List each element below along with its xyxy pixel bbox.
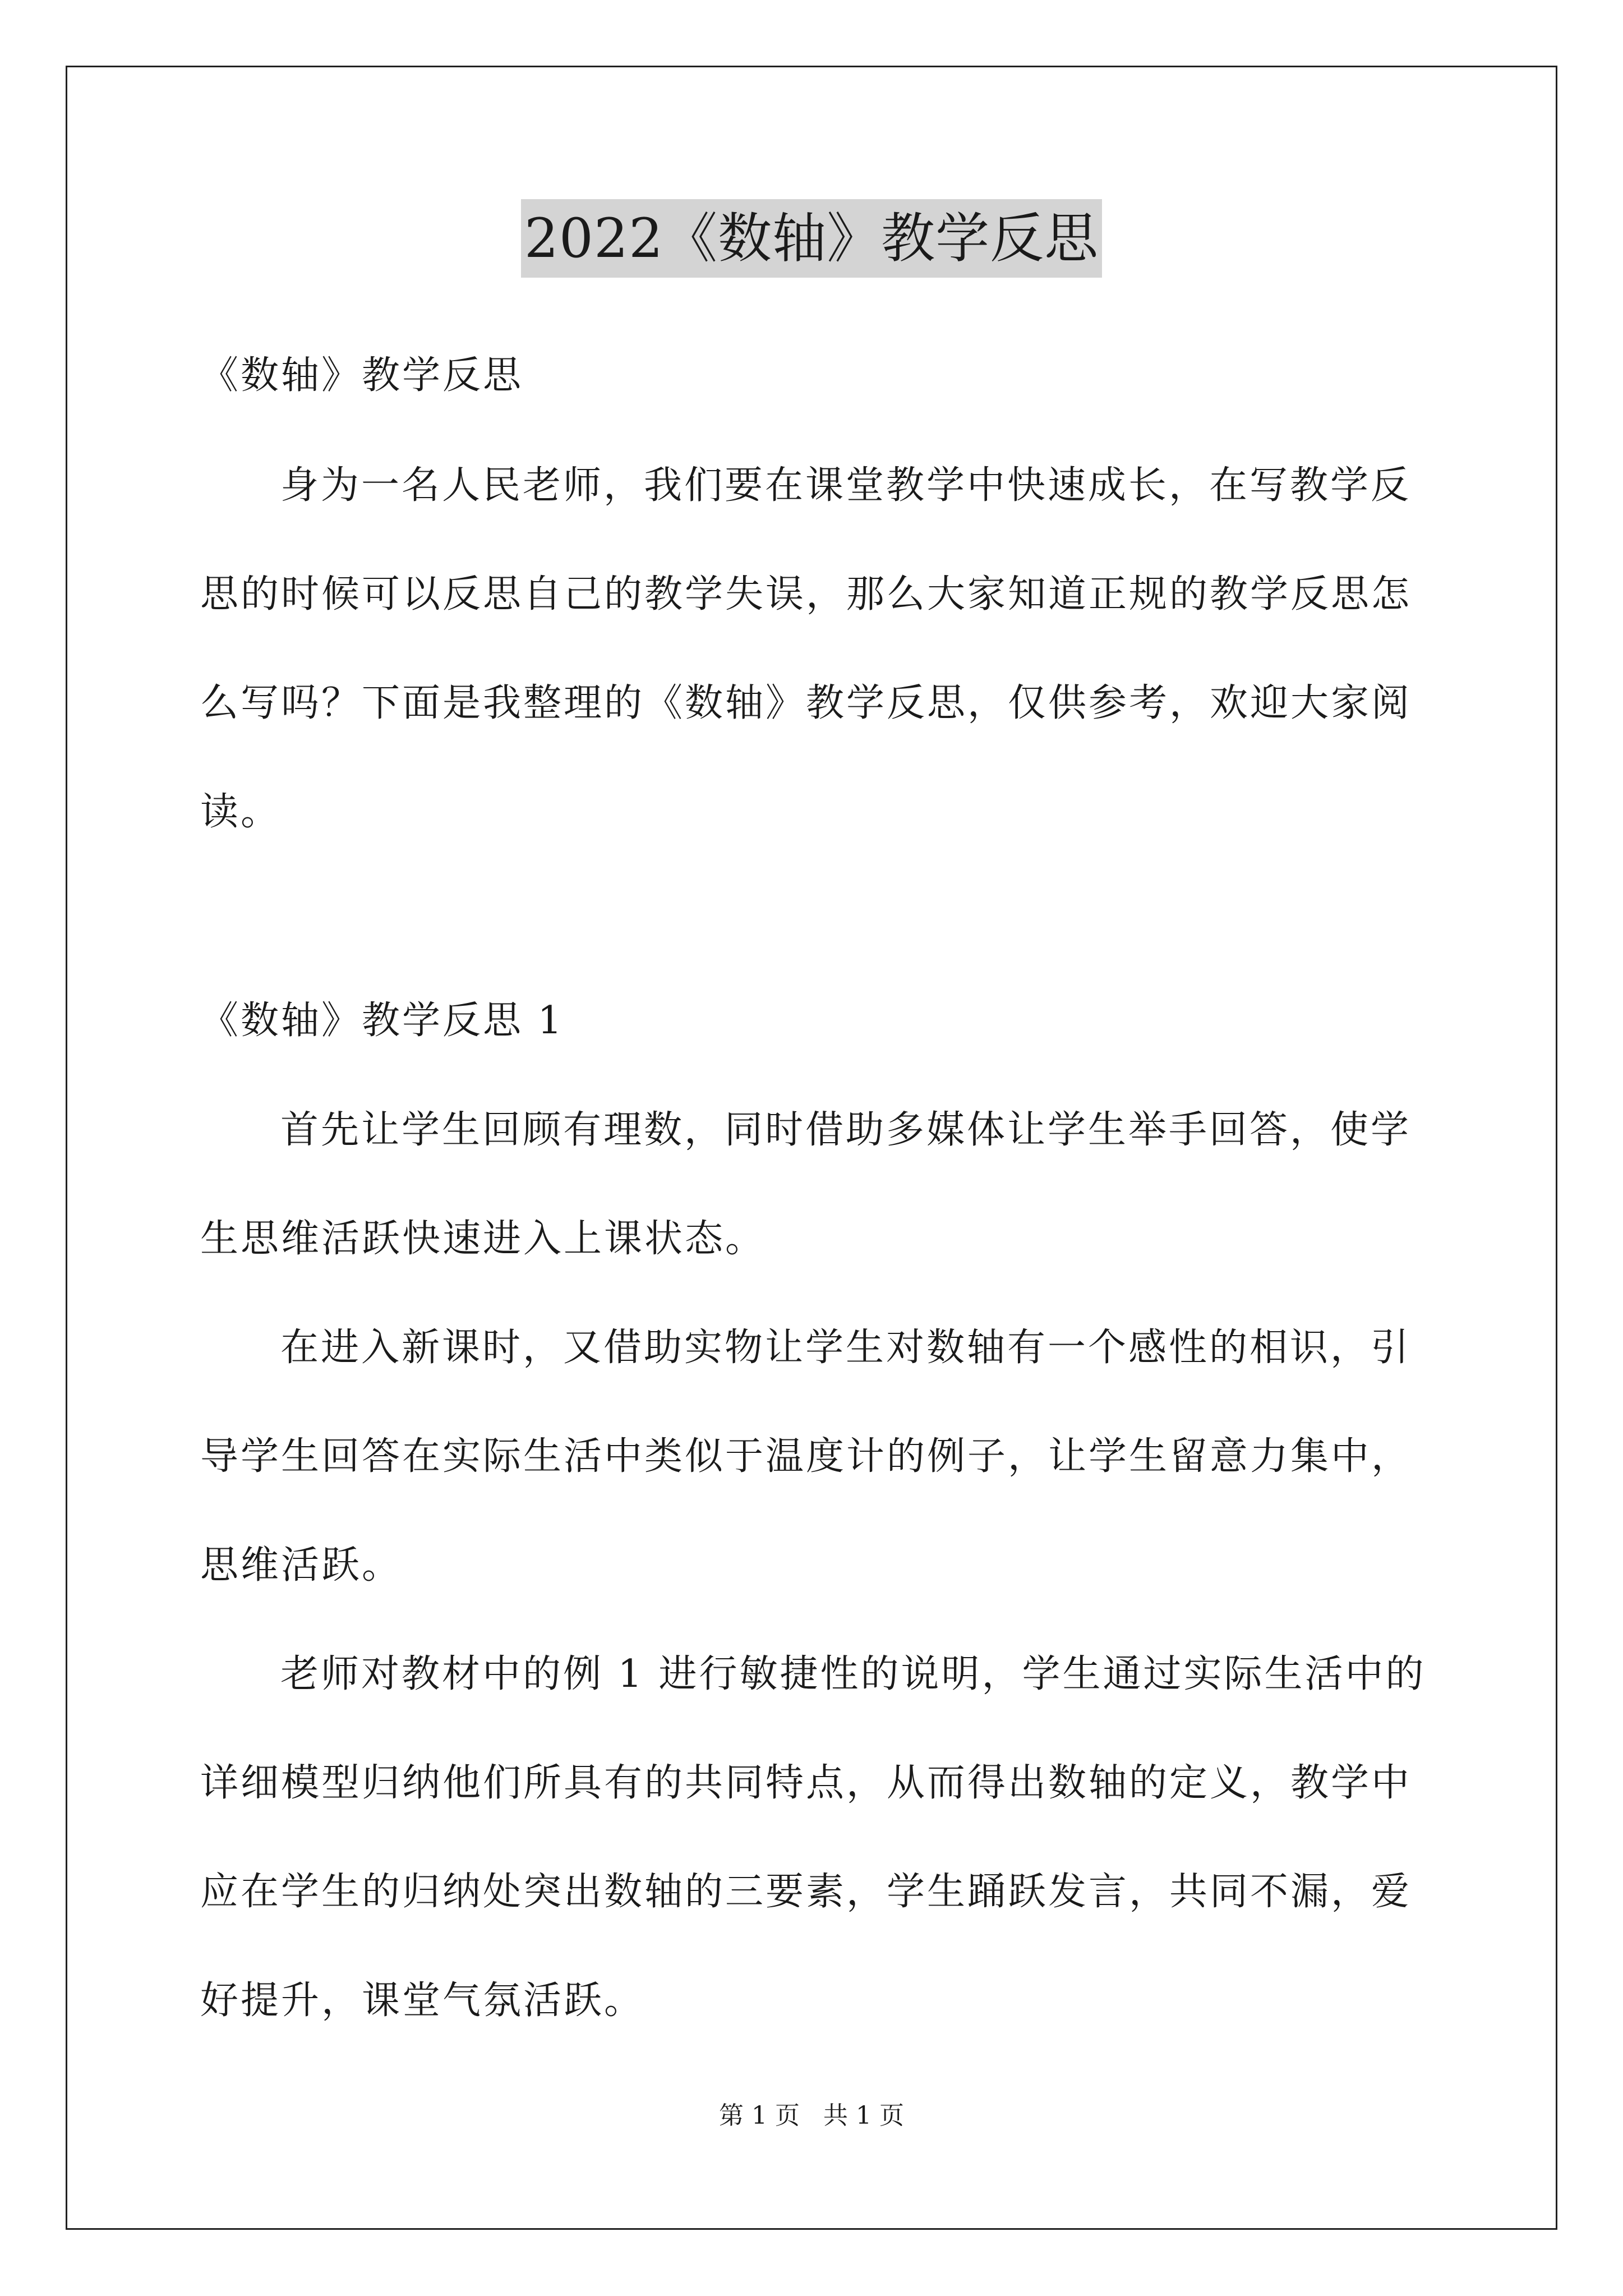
para3-line: 详细模型归纳他们所具有的共同特点，从而得出数轴的定义，教学中 [200, 1761, 1412, 1805]
page-number-total: 共 1 页 [823, 2101, 904, 2130]
intro-line: 思的时候可以反思自己的教学失误，那么大家知道正规的教学反思怎 [200, 572, 1412, 616]
intro-line: 身为一名人民老师，我们要在课堂教学中快速成长，在写教学反 [280, 463, 1412, 508]
page-number-current: 第 1 页 [719, 2101, 800, 2130]
para2-line: 思维活跃。 [200, 1543, 403, 1588]
intro-line: 么写吗？下面是我整理的《数轴》教学反思，仅供参考，欢迎大家阅 [200, 681, 1412, 725]
title-container [0, 199, 1623, 278]
para3-line: 应在学生的归纳处突出数轴的三要素，学生踊跃发言，共同不漏，爱 [200, 1870, 1412, 1914]
intro-line: 读。 [200, 790, 282, 834]
para3-line: 好提升，课堂气氛活跃。 [200, 1978, 645, 2023]
page-footer [0, 2099, 1623, 2133]
section1-heading: 《数轴》教学反思 1 [200, 999, 564, 1043]
para1-line: 首先让学生回顾有理数，同时借助多媒体让学生举手回答，使学 [280, 1108, 1412, 1152]
document-title: 2022《数轴》教学反思 [521, 199, 1102, 278]
para1-line: 生思维活跃快速进入上课状态。 [200, 1217, 766, 1261]
intro-heading: 《数轴》教学反思 [200, 353, 524, 398]
para2-line: 在进入新课时，又借助实物让学生对数轴有一个感性的相识，引 [280, 1326, 1412, 1370]
para2-line: 导学生回答在实际生活中类似于温度计的例子，让学生留意力集中， [200, 1434, 1412, 1479]
para3-line: 老师对教材中的例 1 进行敏捷性的说明，学生通过实际生活中的 [280, 1652, 1426, 1696]
